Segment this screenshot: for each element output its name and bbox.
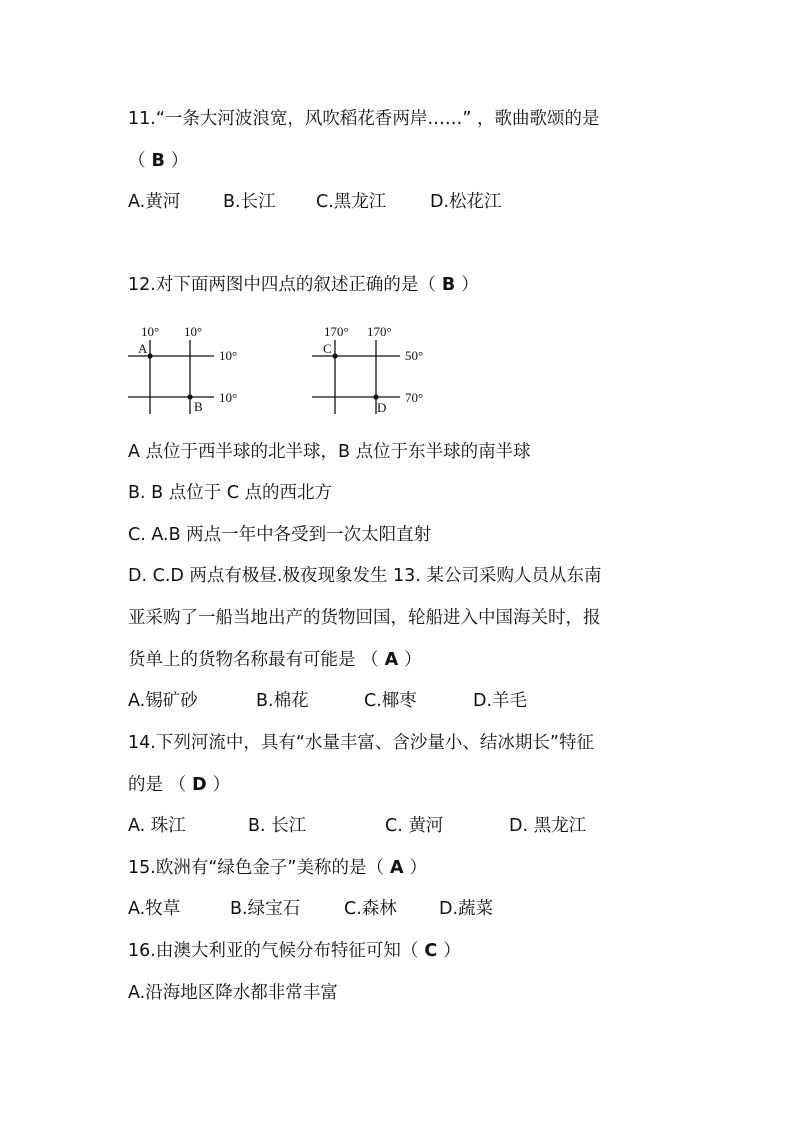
q12-option-a: A 点位于西半球的北半球，B 点位于东半球的南半球: [128, 442, 531, 462]
q16-option-a: A.沿海地区降水都非常丰富: [128, 983, 338, 1003]
q15-stem: [128, 856, 427, 880]
q15-option-d: D.蔬菜: [439, 899, 494, 919]
q12-stem-text: 12.对下面两图中四点的叙述正确的是（: [128, 275, 436, 295]
q14-option-c: C. 黄河: [385, 816, 444, 836]
q16-answer: C: [424, 941, 438, 961]
paren-close: ）: [461, 275, 479, 295]
q12-answer: B: [441, 275, 456, 295]
q13-line2: 亚采购了一船当地出产的货物回国，轮船进入中国海关时，报: [128, 608, 601, 628]
grid-figure-right: [310, 322, 440, 421]
q11-options: [128, 190, 502, 214]
point-a-dot: [147, 353, 152, 358]
grid-svg-left: [126, 322, 256, 417]
q13-option-d: D.羊毛: [473, 691, 528, 711]
paren-close: ）: [404, 650, 422, 670]
q13-option-b: B.棉花: [256, 691, 309, 711]
top-label: 170°: [324, 324, 349, 339]
q14-options: [128, 814, 586, 838]
q11-stem: 11.“一条大河波浪宽，风吹稻花香两岸……” ，歌曲歌颂的是: [128, 109, 600, 129]
q14-option-d: D. 黑龙江: [509, 816, 587, 836]
q13-options: [128, 689, 527, 713]
q11-option-c: C.黑龙江: [316, 192, 387, 212]
q15-option-c: C.森林: [344, 899, 397, 919]
point-d-dot: [373, 394, 378, 399]
q14-answer: D: [192, 775, 207, 795]
right-label: 10°: [219, 348, 238, 363]
q11-option-d: D.松花江: [430, 192, 502, 212]
paren-close: ）: [212, 775, 231, 795]
point-label-d: D: [377, 400, 387, 415]
q14-line2-text: 的是 （: [128, 775, 187, 795]
q16-stem-text: 16.由澳大利亚的气候分布特征可知（: [128, 941, 419, 961]
point-c-dot: [332, 353, 337, 358]
q13-option-a: A.锡矿砂: [128, 691, 198, 711]
paren-close: ）: [409, 858, 428, 878]
q12-option-b: B. B 点位于 C 点的西北方: [128, 483, 333, 503]
grid-svg-right: [310, 322, 440, 417]
point-b-dot: [187, 394, 192, 399]
q15-option-b: B.绿宝石: [230, 899, 301, 919]
q11-option-a: A.黄河: [128, 192, 181, 212]
right-label: 50°: [405, 348, 424, 363]
q12-stem: [128, 273, 479, 297]
q14-stem: 14.下列河流中，具有“水量丰富、含沙量小、结冰期长”特征: [128, 733, 594, 753]
q11-answer-line: [128, 149, 188, 173]
top-label: 170°: [367, 324, 392, 339]
q14-line2: [128, 773, 230, 797]
top-label: 10°: [184, 324, 203, 339]
q15-option-a: A.牧草: [128, 899, 181, 919]
right-label: 70°: [405, 390, 424, 405]
point-label-a: A: [138, 341, 148, 356]
q11-answer: B: [151, 151, 165, 171]
q15-stem-text: 15.欧洲有“绿色金子”美称的是（: [128, 858, 384, 878]
grid-figure-left: [126, 322, 256, 421]
q15-options: [128, 897, 493, 921]
paren-open: （: [128, 151, 146, 171]
q11-option-b: B.长江: [223, 192, 276, 212]
q13-answer: A: [384, 650, 399, 670]
q15-answer: A: [389, 858, 404, 878]
q12-option-c: C. A.B 两点一年中各受到一次太阳直射: [128, 525, 432, 545]
q14-option-b: B. 长江: [248, 816, 307, 836]
q13-line3-text: 货单上的货物名称最有可能是 （: [128, 650, 379, 670]
q13-line3: [128, 648, 422, 672]
paren-close: ）: [443, 941, 461, 961]
top-label: 10°: [141, 324, 160, 339]
q13-option-c: C.椰枣: [364, 691, 417, 711]
right-label: 10°: [219, 390, 238, 405]
paren-close: ）: [170, 151, 189, 171]
q14-option-a: A. 珠江: [128, 816, 186, 836]
q16-stem: [128, 939, 461, 963]
point-label-b: B: [194, 399, 203, 414]
point-label-c: C: [323, 341, 332, 356]
q12-option-d: D. C.D 两点有极昼.极夜现象发生 13. 某公司采购人员从东南: [128, 566, 602, 586]
